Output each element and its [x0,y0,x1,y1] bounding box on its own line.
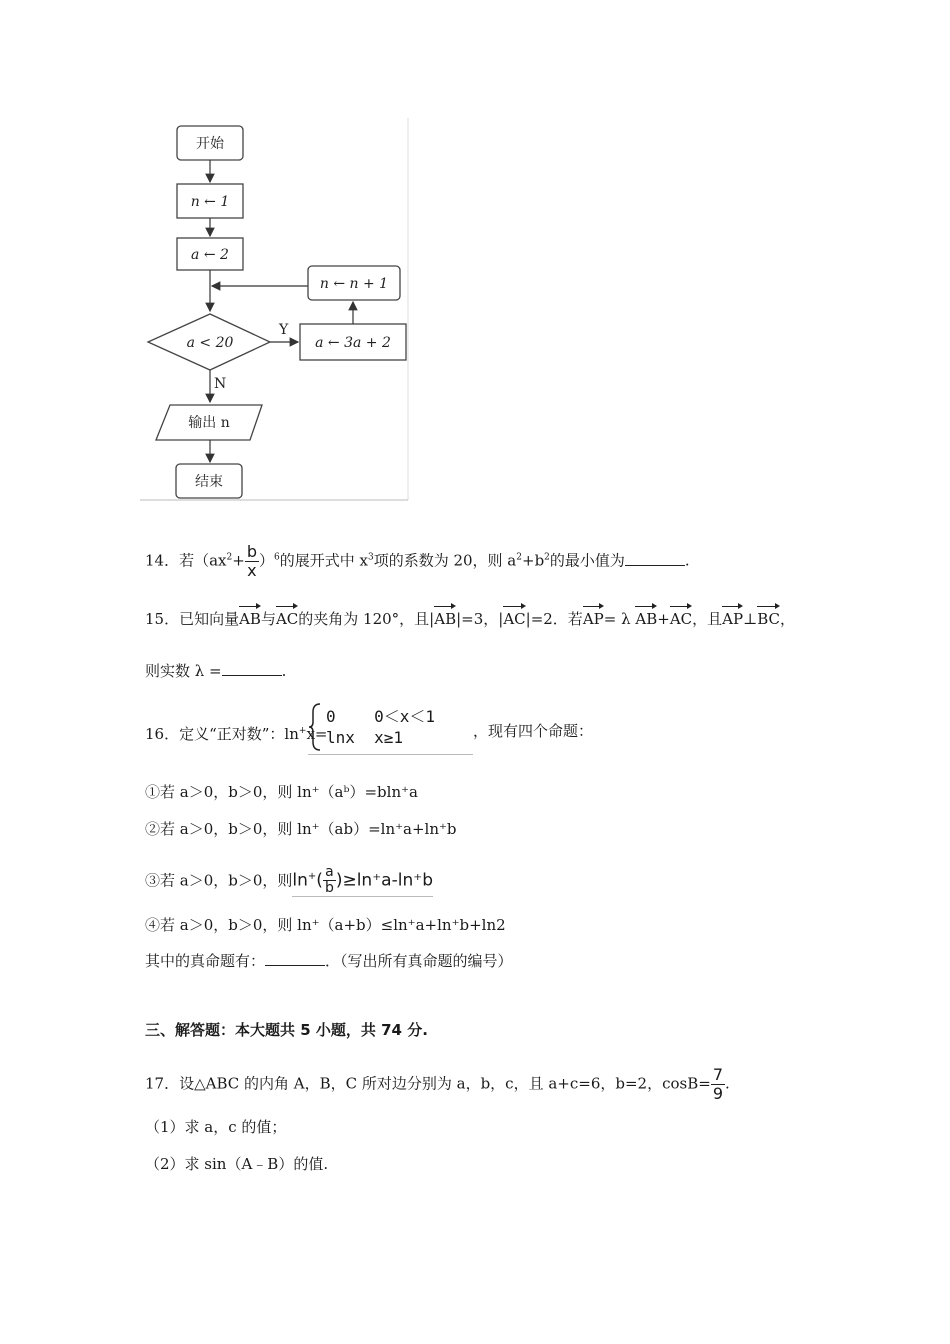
q14-answer-blank[interactable] [625,551,685,566]
p3-num: a [323,865,336,881]
section-3-title: 三、解答题：本大题共 5 小题，共 74 分. [145,1021,428,1039]
q15-eq: = λ [603,610,631,628]
q14-fraction [245,543,259,580]
p3-rest: ≥ln⁺a-ln⁺b [342,870,433,891]
q14-sup: 2 [226,552,233,563]
vector-ac: AC [276,606,298,630]
proposition-2: ②若 a＞0，b＞0，则 ln⁺（ab）=ln⁺a+ln⁺b [145,820,457,838]
q17-prefix: 17．设△ABC 的内角 A，B，C 所对边分别为 a，b，c，且 a+c=6，b=2，cosB= [145,1074,711,1093]
p3-plus: + [307,870,317,882]
vector-ab-2: AB [434,606,456,630]
q14-plus: + [232,551,245,570]
q16-answer-blank[interactable] [265,951,325,966]
q17-fraction [711,1066,725,1103]
flow-end-text: 结束 [195,474,223,490]
q15-comma: ， [779,610,795,628]
piecewise-case-2: lnx x≥1 [326,728,404,747]
q14-mid: 的展开式中 x [279,551,368,570]
q15-prefix: 15．已知向量 [145,610,240,628]
q17-frac-den: 9 [712,1084,724,1103]
q15-plus: + [657,610,670,628]
q16-answer-line [145,950,513,972]
q14-mid2: 项的系数为 20，则 a [373,551,517,570]
q14-text: 14．若（ax [145,551,227,570]
flow-yes-label: Y [279,322,289,338]
q15-line2-text: 则实数 λ = [145,662,222,680]
question-16 [145,720,327,745]
flow-update-a-text: a ← 3a + 2 [315,335,391,351]
vector-ab: AB [239,606,261,630]
q15-eq3: |=3，| [456,610,504,628]
q14-sup2c: 2 [544,552,550,563]
vector-bc: BC [757,606,780,630]
q15-eq2: |=2．若 [525,610,583,628]
brace-icon [308,702,322,752]
q15-yu: 与 [260,610,276,628]
q16-answer-prefix: 其中的真命题有： [145,952,266,970]
p3-fraction [323,865,336,896]
q15-answer-blank[interactable] [222,661,282,676]
flow-start-text: 开始 [196,136,224,152]
vector-ab-3: AB [635,606,657,630]
q14-sup2b: 2 [516,552,522,563]
proposition-3 [145,865,433,897]
flow-condition-text: a < 20 [186,335,234,351]
proposition-4: ④若 a＞0，b＞0，则 ln⁺（a+b）≤ln⁺a+ln⁺b+ln2 [145,916,506,934]
p3-formula: ln+( $\frac{a}{b}$ )≥ln⁺a-ln⁺b [292,864,433,896]
question-17 [145,1066,730,1103]
q14-sup6: 6 [273,552,280,563]
q17-sub-2: （2）求 sin（A﹣B）的值. [145,1155,329,1173]
flow-update-n-text: n ← n + 1 [319,276,389,292]
p3-prefix: ③若 a＞0，b＞0，则 [145,871,293,890]
q17-end: . [725,1074,730,1093]
vector-ap: AP [583,606,604,630]
q16-suffix: ，现有四个命题： [473,722,594,740]
vector-ap-2: AP [722,606,743,630]
flow-output-text: 输出 n [188,415,230,431]
question-14 [145,543,690,580]
q15-angle: 的夹角为 120°，且| [298,610,435,628]
question-15 [145,606,795,630]
p3-ln: ln [292,870,308,891]
q15-qie: ，且 [692,610,723,628]
q17-sub-1: （1）求 a，c 的值； [145,1118,287,1136]
q16-prefix: 16．定义“正对数”：ln [145,725,299,743]
question-15-line2 [145,660,286,682]
q14-mid3: +b [522,551,545,570]
q16-sup: + [298,726,307,736]
piecewise-case-1: 0 0＜x＜1 [326,707,436,726]
q14-suffix: 的最小值为 [549,551,625,570]
flow-no-label: N [214,376,227,392]
q14-frac-den: x [247,561,257,580]
flow-init-n-text: n ← 1 [190,194,230,210]
q17-frac-num: 7 [712,1065,724,1084]
q16-x: x= [306,725,328,743]
flow-init-a-text: a ← 2 [191,247,229,263]
flowchart [140,118,412,503]
vector-ac-2: AC [503,606,525,630]
piecewise-definition [308,700,473,755]
q14-end: . [684,551,690,570]
q15-end: . [281,662,287,680]
q14-close: ） [258,551,274,570]
q14-sup3: 3 [367,552,374,563]
q16-answer-suffix: ．（写出所有真命题的编号） [325,952,513,970]
q14-frac-num: b [246,542,257,561]
vector-ac-3: AC [670,606,692,630]
q15-perp: ⊥ [743,610,758,628]
proposition-1: ①若 a＞0，b＞0，则 ln⁺（aᵇ）=bln⁺a [145,783,418,801]
p3-den: b [324,880,334,896]
